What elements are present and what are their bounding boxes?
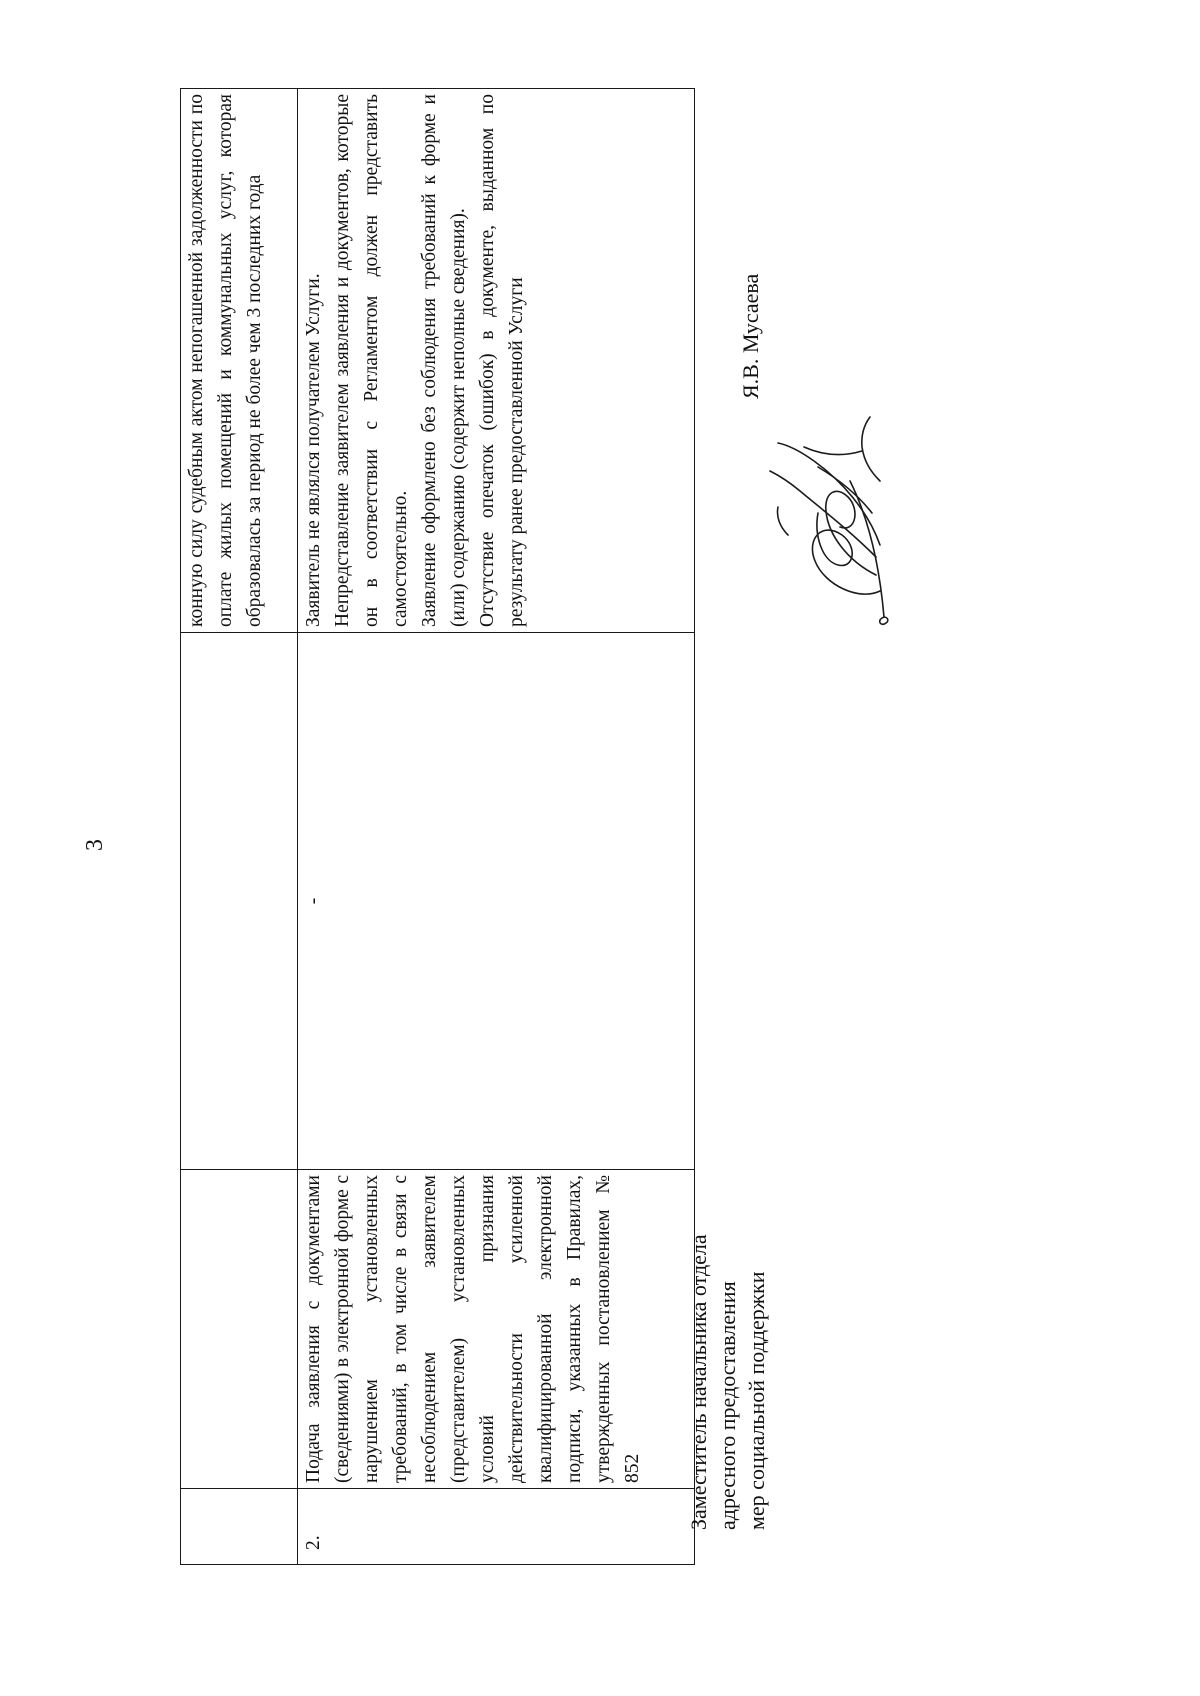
signatory-position-line: мер социальной поддержки: [744, 1271, 769, 1530]
middle-cell: [181, 633, 298, 1170]
reason-text: Заявитель не являлся получателем Услуги.: [303, 273, 324, 627]
signatory-position-line: Заместитель начальника отдела: [686, 1234, 711, 1530]
reason-text: Заявление оформлено без соблюдения требований к форме и (или) содержанию (содержит неполные сведения).: [419, 94, 469, 627]
reason-text: Отсутствие опечаток (ошибок) в документе, выданном по результату ранее предоставленной Услуги: [477, 94, 527, 627]
table-row: [298, 89, 695, 1565]
row-number-cell: 2.: [298, 1489, 695, 1565]
reason-text: конную силу судебным актом непогашенной задолженности по оплате жилых помещений и коммунальных услуг, которая образовалась за период не более чем 3 последних года: [186, 94, 265, 627]
page-number: 3: [82, 839, 108, 851]
handwritten-signature-icon: [730, 401, 900, 631]
reason-text: Непредставление заявителем заявления и документов, которые он в соответствии с Регламентом должен представить самостоятельно.: [332, 94, 411, 627]
middle-cell: -: [298, 633, 695, 1170]
condition-cell: [181, 1170, 298, 1489]
refusal-grounds-table: [180, 88, 695, 1565]
signatory-position-line: адресного предоставления: [715, 1281, 740, 1530]
row-number-cell: [181, 1489, 298, 1565]
signatory-block: [684, 1234, 771, 1530]
reasons-cell: [298, 89, 695, 633]
signer-name: Я.В. Мусаева: [738, 273, 763, 399]
condition-cell: Подача заявления с документами (сведениями) в электронной форме с нарушением установленных требований, в том числе в связи с несоблюдением заявителем (представителем) установленных условий признания действительности усиленной квалифицированной электронной подписи, указанных в Правилах, утвержденных постановлением № 852: [298, 1170, 695, 1489]
reasons-cell: [181, 89, 298, 633]
table-row: [181, 89, 298, 1565]
